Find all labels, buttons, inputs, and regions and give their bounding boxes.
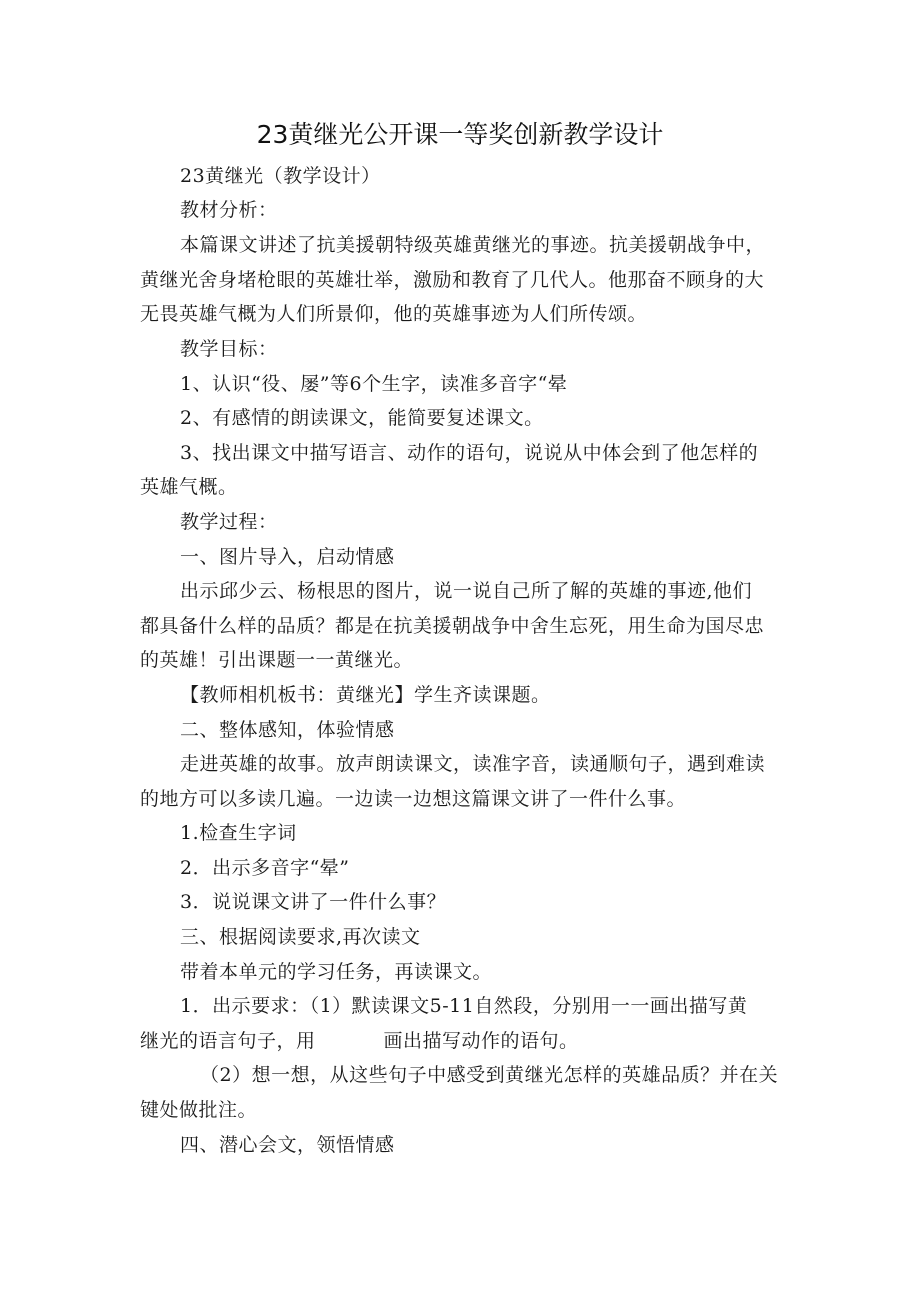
section-heading: 一、图片导入，启动情感 (180, 546, 395, 568)
analysis-heading: 教材分析： (180, 199, 278, 221)
analysis-paragraph-line: 本篇课文讲述了抗美援朝特级英雄黄继光的事迹。抗美援朝战争中， (180, 234, 766, 256)
requirement-line: （2）想一想，从这些句子中感受到黄继光怎样的英雄品质？并在关 (200, 1064, 779, 1086)
section-paragraph-line: 带着本单元的学习任务，再读课文。 (180, 961, 493, 983)
section-paragraph-line: 走进英雄的故事。放声朗读课文，读准字音，读通顺句子，遇到难读 (180, 753, 766, 775)
section-paragraph-line: 的地方可以多读几遍。一边读一边想这篇课文讲了一件什么事。 (140, 788, 687, 810)
requirement-line: 键处做批注。 (140, 1099, 258, 1121)
requirement-text: 画出描写动作的语句。 (383, 1030, 579, 1052)
process-heading: 教学过程： (180, 511, 278, 533)
section-paragraph-line: 的英雄！引出课题一一黄继光。 (140, 649, 414, 671)
lesson-subtitle: 23黄继光（教学设计） (180, 165, 381, 187)
goal-item: 2、有感情的朗读课文，能简要复述课文。 (180, 407, 544, 429)
goals-heading: 教学目标： (180, 338, 278, 360)
analysis-paragraph-line: 黄继光舍身堵枪眼的英雄壮举，激励和教育了几代人。他那奋不顾身的大 (140, 269, 765, 291)
section-heading: 四、潜心会文，领悟情感 (180, 1134, 395, 1156)
board-note: 【教师相机板书：黄继光】学生齐读课题。 (180, 684, 551, 706)
document-title: 23黄继光公开课一等奖创新教学设计 (256, 120, 664, 149)
requirement-line (140, 1028, 579, 1054)
section-heading: 二、整体感知，体验情感 (180, 719, 395, 741)
step-item: 3．说说课文讲了一件什么事？ (180, 891, 447, 913)
section-paragraph-line: 出示邱少云、杨根思的图片，说一说自己所了解的英雄的事迹,他们 (180, 580, 753, 602)
section-paragraph-line: 都具备什么样的品质？都是在抗美援朝战争中舍生忘死，用生命为国尽忠 (140, 615, 765, 637)
step-item: 1.检查生字词 (180, 822, 297, 844)
analysis-paragraph-line: 无畏英雄气概为人们所景仰，他的英雄事迹为人们所传颂。 (140, 303, 648, 325)
goal-item: 1、认识“役、屡”等6个生字，读准多音字“晕 (180, 373, 568, 395)
requirement-text: 继光的语言句子，用 (140, 1030, 316, 1052)
step-item: 2．出示多音字“晕” (180, 857, 350, 879)
requirement-line: 1．出示要求：（1）默读课文5-11自然段，分别用一一画出描写黄 (180, 995, 748, 1017)
goal-item-continued: 英雄气概。 (140, 476, 238, 498)
section-heading: 三、根据阅读要求,再次读文 (180, 926, 421, 948)
goal-item: 3、找出课文中描写语言、动作的语句，说说从中体会到了他怎样的 (180, 442, 759, 464)
